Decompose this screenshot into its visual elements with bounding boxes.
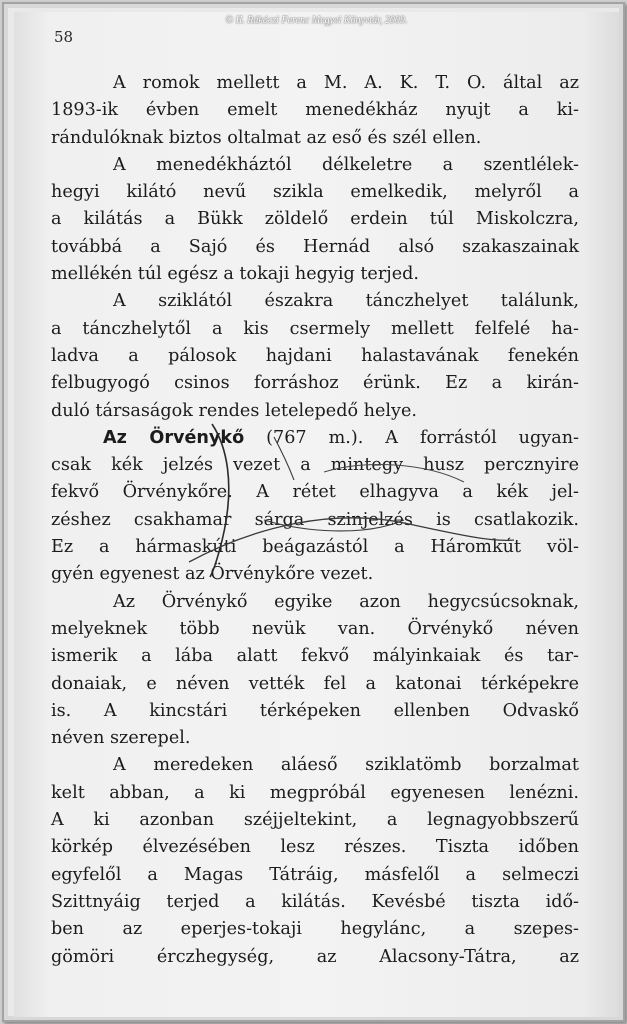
text-line — [51, 97, 579, 124]
text-line — [51, 589, 579, 616]
line-text: csak kék jelzés vezet a mintegy husz percznyire — [51, 455, 579, 476]
line-text: továbbá a Sajó és Hernád alsó szakaszainak — [51, 236, 579, 257]
line-text: hegyi kilátó nevű szikla emelkedik, melyről a — [51, 182, 579, 203]
line-text: felbugyogó csinos forráshoz érünk. Ez a kirán- — [51, 373, 579, 394]
line-text: gyén egyenest az Örvénykőre vezet. — [51, 564, 374, 585]
line-text: A meredeken aláeső sziklatömb borzalmat — [113, 755, 579, 776]
text-line — [51, 616, 579, 643]
handwritten-signature — [164, 412, 524, 582]
line-text: gömöri érczhegység, az Alacsony-Tátra, az — [51, 946, 579, 967]
text-line — [51, 698, 579, 725]
line-text: A ki azonban széjjeltekint, a legnagyobbszerű — [51, 810, 579, 831]
line-text: a tánczhelytől a kis csermely mellett felfelé ha- — [51, 318, 579, 339]
text-line — [51, 343, 579, 370]
line-text: Az Örvénykő egyike azon hegycsúcsoknak, — [113, 591, 579, 612]
text-line — [51, 834, 579, 861]
line-text: néven szerepel. — [51, 728, 191, 749]
line-text: is. A kincstári térképeken ellenben Odvaskő — [51, 700, 579, 721]
line-text: 1893-ik évben emelt menedékház nyujt a ki- — [51, 100, 579, 121]
text-line — [51, 179, 579, 206]
text-line — [51, 889, 579, 916]
line-text: Ez a hármaskúti beágazástól a Háromkút völ- — [51, 537, 579, 558]
line-text: ismerik a lába alatt fekvő mályinkaiak és tar- — [51, 646, 579, 667]
line-text: A sziklától északra tánczhelyet találunk, — [113, 291, 579, 312]
text-line — [51, 288, 579, 315]
text-line — [51, 206, 579, 233]
line-text: ladva a pálosok hajdani halastavának fenekén — [51, 345, 579, 366]
line-text: (767 m.). A forrástól ugyan- — [244, 427, 579, 448]
text-line — [51, 316, 579, 343]
line-text: körkép élvezésében lesz részes. Tiszta időben — [51, 837, 579, 858]
text-line — [51, 862, 579, 889]
line-text: ben az eperjes-tokaji hegylánc, a szepes- — [51, 919, 579, 940]
text-line — [51, 370, 579, 397]
text-line — [51, 780, 579, 807]
line-text: zéshez csakhamar sárga szinjelzés is csatlakozik. — [51, 509, 579, 530]
text-line — [51, 152, 579, 179]
text-line — [51, 916, 579, 943]
text-line — [51, 752, 579, 779]
text-line — [51, 725, 579, 752]
line-text: fekvő Örvénykőre. A rétet elhagyva a kék jel- — [51, 482, 579, 503]
text-line — [51, 944, 579, 971]
text-line — [51, 234, 579, 261]
line-text: mellékén túl egész a tokaji hegyig terjed. — [51, 264, 419, 285]
text-line — [51, 807, 579, 834]
line-text: A romok mellett a M. A. K. T. O. által az — [113, 73, 579, 93]
page-number: 58 — [54, 28, 74, 46]
line-text: duló társaságok rendes letelepedő helye. — [51, 400, 417, 421]
section-heading: Az Örvénykő — [103, 427, 245, 448]
line-text: a kilátás a Bükk zöldelő erdein túl Miskolczra, — [51, 209, 579, 230]
text-line — [51, 70, 579, 97]
line-text: Szittnyáig terjed a kilátás. Kevésbé tiszta idő- — [51, 891, 579, 912]
line-text: A menedékháztól délkeletre a szentlélek- — [113, 154, 579, 175]
book-page — [14, 12, 619, 1017]
copyright-watermark: © II. Rákóczi Ferenc Megyei Könyvtár, 2009. — [225, 15, 408, 26]
text-line — [51, 643, 579, 670]
line-text: rándulóknak biztos oltalmat az eső és szél ellen. — [51, 127, 482, 148]
line-text: melyeknek több nevük van. Örvénykő néven — [51, 618, 579, 639]
line-text: kelt abban, a ki megpróbál egyenesen lenézni. — [51, 782, 579, 803]
line-text: egyfelől a Magas Tátráig, másfelől a selmeczi — [51, 864, 579, 885]
text-line — [51, 261, 579, 288]
line-text: donaiak, e néven vették fel a katonai térképekre — [51, 673, 579, 694]
text-line — [51, 671, 579, 698]
text-line — [51, 125, 579, 152]
photo-frame — [2, 2, 625, 1022]
